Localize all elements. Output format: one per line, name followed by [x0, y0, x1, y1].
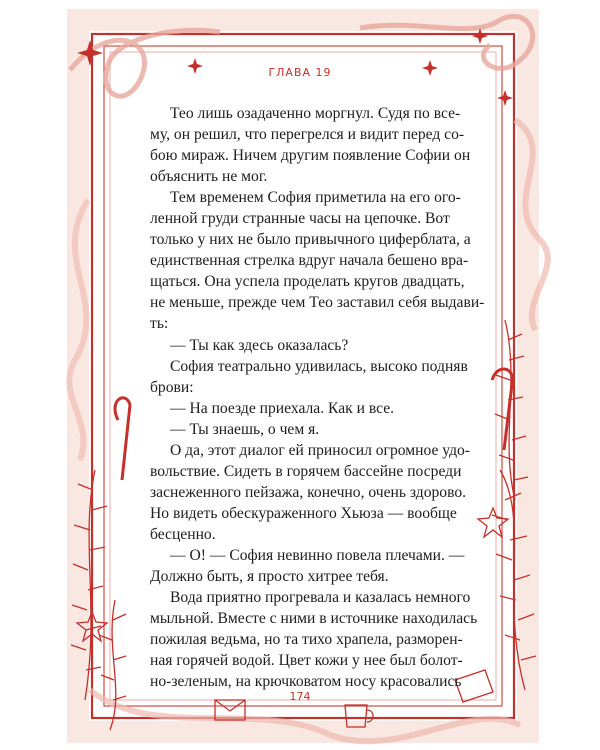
text-line: Тео лишь озадаченно моргнул. Судя по все- — [170, 105, 461, 122]
text-line: О да, этот диалог ей приносил огромное удо- — [170, 441, 471, 459]
text-line: ленной груди странные часы на цепочке. Вот — [150, 210, 450, 228]
text-line: щаться. Она успела проделать кругов двадцать, — [150, 273, 465, 291]
text-line: Но видеть обескураженного Хьюза — вообще — [150, 504, 457, 522]
text-line: — Ты как здесь оказалась? — [170, 336, 349, 354]
text-line: но-зеленым, на крючковатом носу красовались — [150, 673, 462, 691]
text-line: — О! — София невинно повела плечами. — — [170, 546, 465, 564]
text-line: ть: — [150, 315, 169, 333]
text-line: мыльной. Вместе с ними в источнике находилась — [150, 610, 478, 628]
text-line: бесценно. — [150, 525, 216, 543]
candy-cane-left — [115, 398, 130, 480]
star-right — [478, 508, 508, 537]
sparkle-5 — [497, 90, 513, 106]
text-line: ная горячей водой. Цвет кожи у нее был болот- — [150, 652, 463, 670]
text-line: заснеженного пейзажа, конечно, очень здорово. — [150, 483, 467, 501]
page-number: 174 — [289, 690, 311, 703]
text-line: Должно быть, я просто хитрее тебя. — [150, 568, 389, 586]
text-line: пожилая ведьма, но та тихо храпела, разморен- — [150, 631, 463, 649]
text-line: бою мираж. Ничем другим появление Софии он — [150, 147, 471, 165]
text-line: му, он решил, что перегрелся и видит перед со- — [150, 126, 465, 144]
text-line: Тем временем София приметила на его ого- — [170, 189, 461, 207]
text-line: только у них не было привычного циферблата, а — [150, 231, 471, 249]
text-line: — Ты знаешь, о чем я. — [170, 420, 320, 438]
text-line: вольствие. Сидеть в горячем бассейне посреди — [150, 462, 462, 480]
body-text — [150, 103, 485, 692]
chapter-heading: ГЛАВА 19 — [268, 66, 332, 79]
text-line: Вода приятно прогревала и казалась немного — [170, 589, 471, 607]
text-line: София театрально удивилась, высоко подняв — [170, 357, 468, 375]
text-line: не меньше, прежде чем Тео заставил себя выдави- — [150, 294, 485, 312]
text-line: единственная стрелка вдруг начала бешено вра- — [150, 252, 469, 270]
text-line: объяснить не мог. — [150, 168, 268, 186]
text-line: — На поезде приехала. Как и все. — [170, 399, 395, 417]
text-line: брови: — [150, 378, 194, 396]
